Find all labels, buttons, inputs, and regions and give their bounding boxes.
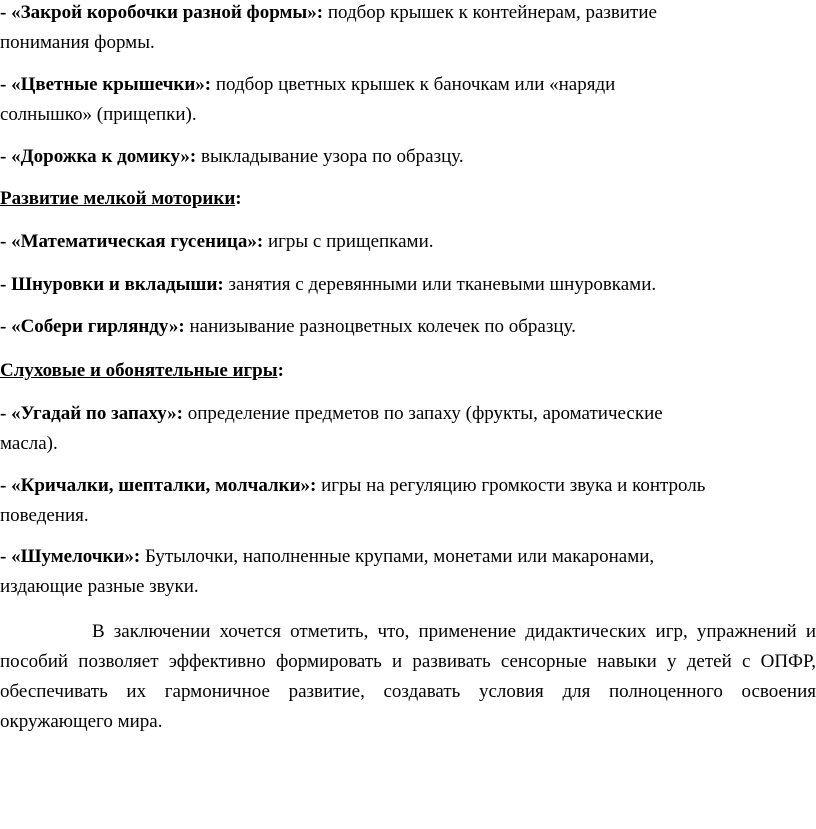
section-heading-text: Слуховые и обонятельные игры: [0, 360, 278, 381]
list-item-line: [0, 274, 656, 296]
item-description: Бутылочки, наполненные крупами, монетами или макаронами,: [140, 546, 655, 567]
section-heading: [0, 188, 242, 210]
item-description: определение предметов по запаху (фрукты, ароматические: [183, 403, 663, 424]
section-heading: [0, 360, 284, 382]
item-dash: -: [0, 403, 12, 424]
list-item-line: [0, 231, 434, 253]
item-dash: -: [0, 74, 12, 95]
item-title: «Закрой коробочки разной формы»:: [11, 2, 324, 23]
item-dash: -: [0, 475, 12, 496]
item-title: «Собери гирлянду»:: [11, 316, 185, 337]
item-description-continued: понимания формы.: [0, 32, 155, 53]
list-item-line: [0, 475, 705, 497]
item-dash: -: [0, 546, 12, 567]
item-description: игры с прищепками.: [263, 231, 434, 252]
item-description: выкладывание узора по образцу.: [196, 146, 464, 167]
item-description-continued: масла).: [0, 433, 58, 454]
list-item-line: [0, 316, 576, 338]
item-title: «Шумелочки»:: [11, 546, 141, 567]
list-item-line: [0, 146, 464, 168]
list-item-line: [0, 546, 654, 568]
item-dash: -: [0, 316, 12, 337]
item-description-continued: издающие разные звуки.: [0, 576, 199, 597]
item-dash: -: [0, 2, 12, 23]
list-item-line: [0, 403, 663, 425]
item-description-continued: солнышко» (прищепки).: [0, 104, 197, 125]
item-title: «Цветные крышечки»:: [11, 74, 212, 95]
item-description: подбор цветных крышек к баночкам или «наряди: [211, 74, 616, 95]
item-title: «Кричалки, шепталки, молчалки»:: [11, 475, 317, 496]
conclusion-text: В заключении хочется отметить, что, применение дидактических игр, упражнений и пособий позволяет эффективно формировать и развивать сенсорные навыки у детей с ОПФР, обеспечивать их гармоничное развитие, создавать условия для полноценного освоения окружающего мира.: [0, 621, 816, 732]
item-title: Шнуровки и вкладыши:: [11, 274, 224, 295]
item-description-continued: поведения.: [0, 505, 89, 526]
item-description: нанизывание разноцветных колечек по образцу.: [184, 316, 576, 337]
item-dash: -: [0, 231, 12, 252]
item-description: игры на регуляцию громкости звука и контроль: [316, 475, 706, 496]
section-heading-text: Развитие мелкой моторики: [0, 188, 236, 209]
list-item-line: [0, 2, 657, 24]
item-description: подбор крышек к контейнерам, развитие: [323, 2, 657, 23]
conclusion-paragraph: [0, 617, 816, 737]
item-dash: -: [0, 146, 12, 167]
item-dash: -: [0, 274, 12, 295]
item-title: «Математическая гусеница»:: [11, 231, 264, 252]
item-title: «Дорожка к домику»:: [11, 146, 197, 167]
section-heading-colon: :: [235, 188, 242, 209]
item-title: «Угадай по запаху»:: [11, 403, 184, 424]
section-heading-colon: :: [277, 360, 284, 381]
item-description: занятия с деревянными или тканевыми шнуровками.: [223, 274, 657, 295]
list-item-line: [0, 74, 615, 96]
